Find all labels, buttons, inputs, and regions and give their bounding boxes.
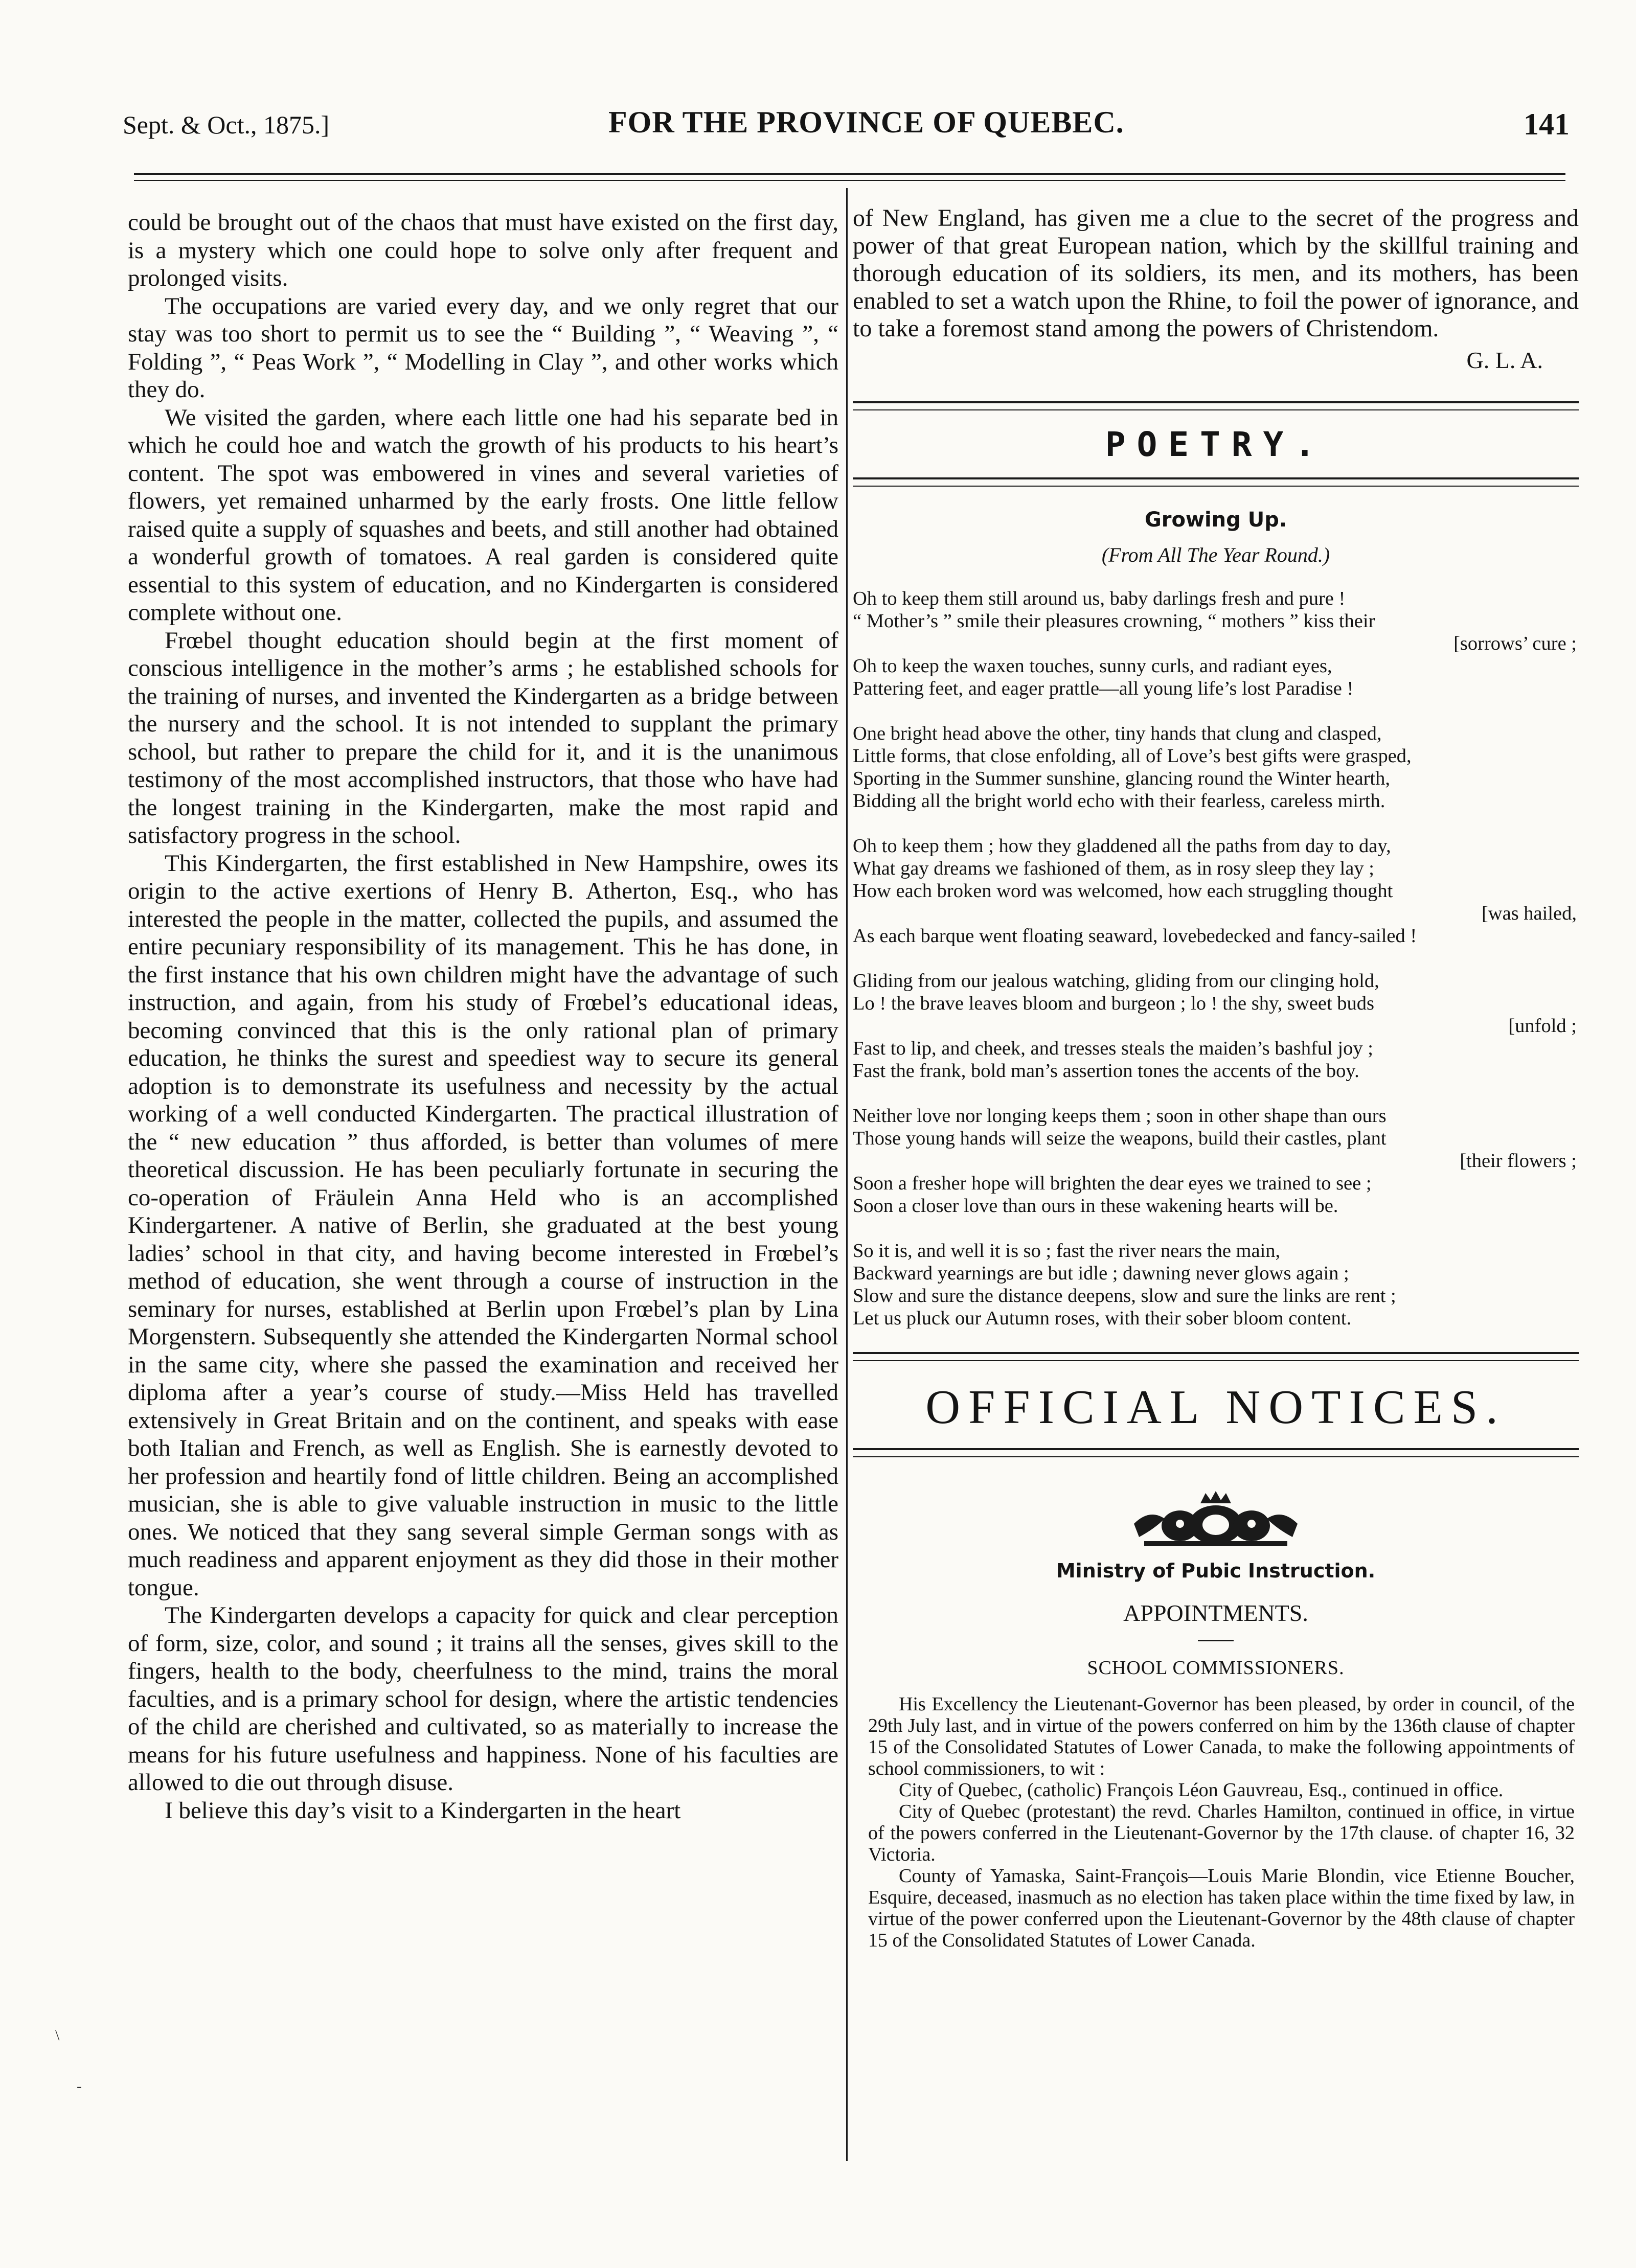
article-signature: G. L. A. [1466, 347, 1543, 373]
article-paragraph: I believe this day’s visit to a Kindergarten in the heart [165, 1797, 681, 1824]
royal-arms-emblem [1124, 1488, 1308, 1549]
poetry-rule-top [853, 401, 1579, 410]
school-commissioners-heading: SCHOOL COMMISSIONERS. [1087, 1657, 1345, 1679]
article-paragraph: The occupations are varied every day, and we only regret that our stay was too short to permit us to see the “ Building ”, “ Weaving ”, “ Folding ”, “ Peas Work ”, “ Modelling in Clay ”, and other works which they do. [128, 292, 838, 403]
poem-stanza [853, 835, 1579, 947]
poem-line: Bidding all the bright world echo with their fearless, careless mirth. [853, 790, 1385, 812]
poem-stanza [853, 587, 1579, 700]
short-rule [1198, 1640, 1234, 1641]
poem-line: Fast to lip, and cheek, and tresses steals the maiden’s bashful joy ; [853, 1038, 1373, 1059]
poem-line: How each broken word was welcomed, how each struggling thought [853, 880, 1393, 902]
margin-mark: - [77, 2078, 82, 2095]
notices-rule-bottom [853, 1448, 1579, 1457]
notice-body [853, 1693, 1579, 1951]
poem-line: What gay dreams we fashioned of them, as in rosy sleep they lay ; [853, 858, 1374, 879]
notice-paragraph: City of Quebec, (catholic) François Léon Gauvreau, Esq., continued in office. [899, 1779, 1504, 1801]
poem-stanza [853, 722, 1579, 812]
poem-line-continuation: [their flowers ; [1460, 1150, 1577, 1172]
notice-paragraph: County of Yamaska, Saint-François—Louis Marie Blondin, vice Etienne Boucher, Esquire, deceased, inasmuch as no election has taken place within the time fixed by law, in virtue of the power conferred upon the Lieutenant-Governor by the 48th clause of chapter 15 of the Consolidated Statutes of Lower Canada. [868, 1865, 1575, 1951]
poem-source: (From All The Year Round.) [1101, 543, 1330, 566]
appointments-heading: APPOINTMENTS. [1123, 1600, 1308, 1626]
header-rule-top [134, 173, 1565, 175]
margin-mark: \ [55, 2027, 60, 2044]
article-paragraph: could be brought out of the chaos that must have existed on the first day, is a mystery which one could hope to solve only after frequent and prolonged visits. [128, 209, 838, 291]
ministry-heading: Ministry of Pubic Instruction. [1056, 1560, 1376, 1582]
poem-line: Soon a closer love than ours in these wakening hearts will be. [853, 1195, 1338, 1217]
header-rule-bottom [134, 180, 1565, 181]
poetry-rule-bottom [853, 477, 1579, 487]
poem-line: So it is, and well it is so ; fast the river nears the main, [853, 1240, 1281, 1262]
poem-line: Those young hands will seize the weapons, build their castles, plant [853, 1128, 1387, 1149]
poetry-heading: POETRY. [1105, 425, 1327, 464]
poem-line: Sporting in the Summer sunshine, glancing round the Winter hearth, [853, 768, 1390, 789]
poem-line: Soon a fresher hope will brighten the dear eyes we trained to see ; [853, 1173, 1372, 1194]
poem-stanza [853, 1240, 1579, 1330]
notice-paragraph: City of Quebec (protestant) the revd. Charles Hamilton, continued in office, in virtue of the powers conferred in the Lieutenant-Governor by the 17th clause. of chapter 16, 32 Victoria. [868, 1801, 1575, 1865]
poem-line: Little forms, that close enfolding, all of Love’s best gifts were grasped, [853, 745, 1412, 767]
poem-line: “ Mother’s ” smile their pleasures crowning, “ mothers ” kiss their [853, 610, 1375, 632]
notices-rule-top [853, 1352, 1579, 1361]
poem-title: Growing Up. [1144, 508, 1287, 532]
article-paragraph: We visited the garden, where each little one had his separate bed in which he could hoe and watch the growth of his products to his heart’s content. The spot was embowered in vines and several varieties of flowers, yet remained unharmed by the early frosts. One little fellow raised quite a supply of squashes and beets, and still another had obtained a wonderful growth of tomatoes. A real garden is considered quite essential to this system of education, and no Kindergarten is considered complete without one. [128, 404, 838, 626]
poem-line: Oh to keep them still around us, baby darlings fresh and pure ! [853, 588, 1346, 609]
left-column [128, 209, 838, 2202]
notice-paragraph: His Excellency the Lieutenant-Governor has been pleased, by order in council, of the 29th July last, and in virtue of the powers conferred on him by the 136th clause of chapter 15 of the Consolidated Statutes of Lower Canada, to make the following appointments of school commissioners, to wit : [868, 1693, 1575, 1779]
running-head-title: FOR THE PROVINCE OF QUEBEC. [608, 105, 1124, 139]
poem [853, 587, 1579, 1330]
poem-line: Gliding from our jealous watching, gliding from our clinging hold, [853, 970, 1379, 992]
poem-line: As each barque went floating seaward, lovebedecked and fancy-sailed ! [853, 925, 1417, 947]
poem-stanza [853, 970, 1579, 1082]
poem-line: Oh to keep the waxen touches, sunny curls, and radiant eyes, [853, 655, 1332, 677]
poem-line: Neither love nor longing keeps them ; soon in other shape than ours [853, 1105, 1387, 1127]
poem-line: Lo ! the brave leaves bloom and burgeon ; lo ! the shy, sweet buds [853, 993, 1375, 1014]
poem-line-continuation: [was hailed, [1481, 903, 1577, 924]
article-conclusion-text: of New England, has given me a clue to the secret of the progress and power of that great European nation, which by the skillful training and thorough education of its soldiers, its men, and its mothers, has been enabled to set a watch upon the Rhine, to foil the power of ignorance, and to take a foremost stand among the powers of Christendom. [853, 204, 1579, 342]
poem-line-continuation: [sorrows’ cure ; [1453, 633, 1577, 654]
running-head-date: Sept. & Oct., 1875.] [123, 110, 330, 139]
right-column [853, 204, 1579, 2198]
official-notices-heading: OFFICIAL NOTICES. [925, 1381, 1506, 1434]
poem-line: Slow and sure the distance deepens, slow and sure the links are rent ; [853, 1285, 1396, 1307]
poem-stanza [853, 1105, 1579, 1217]
poem-line: Fast the frank, bold man’s assertion tones the accents of the boy. [853, 1060, 1359, 1082]
poem-line-continuation: [unfold ; [1508, 1015, 1577, 1037]
article-conclusion [853, 204, 1579, 342]
running-head [123, 105, 1570, 141]
page-number: 141 [1524, 107, 1570, 141]
poem-line: Let us pluck our Autumn roses, with their sober bloom content. [853, 1308, 1352, 1329]
article-paragraph: The Kindergarten develops a capacity for quick and clear perception of form, size, color, and sound ; it trains all the senses, gives skill to the fingers, health to the body, cheerfulness to the mind, trains the moral faculties, and is a primary school for design, where the artistic tendencies of the child are cherished and cultivated, so as materially to increase the means for his future usefulness and happiness. None of his faculties are allowed to die out through disuse. [128, 1602, 838, 1796]
column-divider [846, 188, 848, 2161]
poem-line: Oh to keep them ; how they gladdened all the paths from day to day, [853, 835, 1391, 857]
poem-line: Backward yearnings are but idle ; dawning never glows again ; [853, 1263, 1349, 1284]
article-paragraph: This Kindergarten, the first established in New Hampshire, owes its origin to the active exertions of Henry B. Atherton, Esq., who has interested the people in the matter, collected the pupils, and assumed the entire pecuniary responsibility of its management. This he has done, in the first instance that his own children might have the advantage of such instruction, and again, from his study of Frœbel’s educational ideas, becoming convinced that this is the only rational plan of primary education, he thinks the surest and speediest way to secure its general adoption is to demonstrate its usefulness and necessity by the actual working of a well conducted Kindergarten. The practical illustration of the “ new education ” thus afforded, is better than volumes of mere theoretical discussion. He has been peculiarly fortunate in securing the co-operation of Fräulein Anna Held who is an accomplished Kindergartener. A native of Berlin, she graduated at the best young ladies’ school in that city, and having become interested in Frœbel’s method of education, she went through a course of instruction in the seminary for nurses, established at Berlin upon Frœbel’s plan by Lina Morgenstern. Subsequently she attended the Kindergarten Normal school in the same city, where she passed the examination and received her diploma after a year’s course of study.—Miss Held has travelled extensively in Great Britain and on the continent, and speaks with ease both Italian and French, as well as English. She is earnestly devoted to her profession and heartily fond of little children. Being an accomplished musician, she is able to give valuable instruction in music to the little ones. We noticed that they sang several simple German songs with as much readiness and apparent enjoyment as they did those in their mother tongue. [128, 850, 838, 1601]
poem-line: One bright head above the other, tiny hands that clung and clasped, [853, 723, 1382, 744]
article-paragraph: Frœbel thought education should begin at the first moment of conscious intelligence in the mother’s arms ; he established schools for the training of nurses, and invented the Kindergarten as a bridge between the nursery and the school. It is not intended to supplant the primary school, but rather to prepare the child for it, and it is the unanimous testimony of the most accomplished instructors, that those who have had the longest training in the Kindergarten, make the most rapid and satisfactory progress in the school. [128, 627, 838, 849]
poem-line: Pattering feet, and eager prattle—all young life’s lost Paradise ! [853, 678, 1354, 699]
